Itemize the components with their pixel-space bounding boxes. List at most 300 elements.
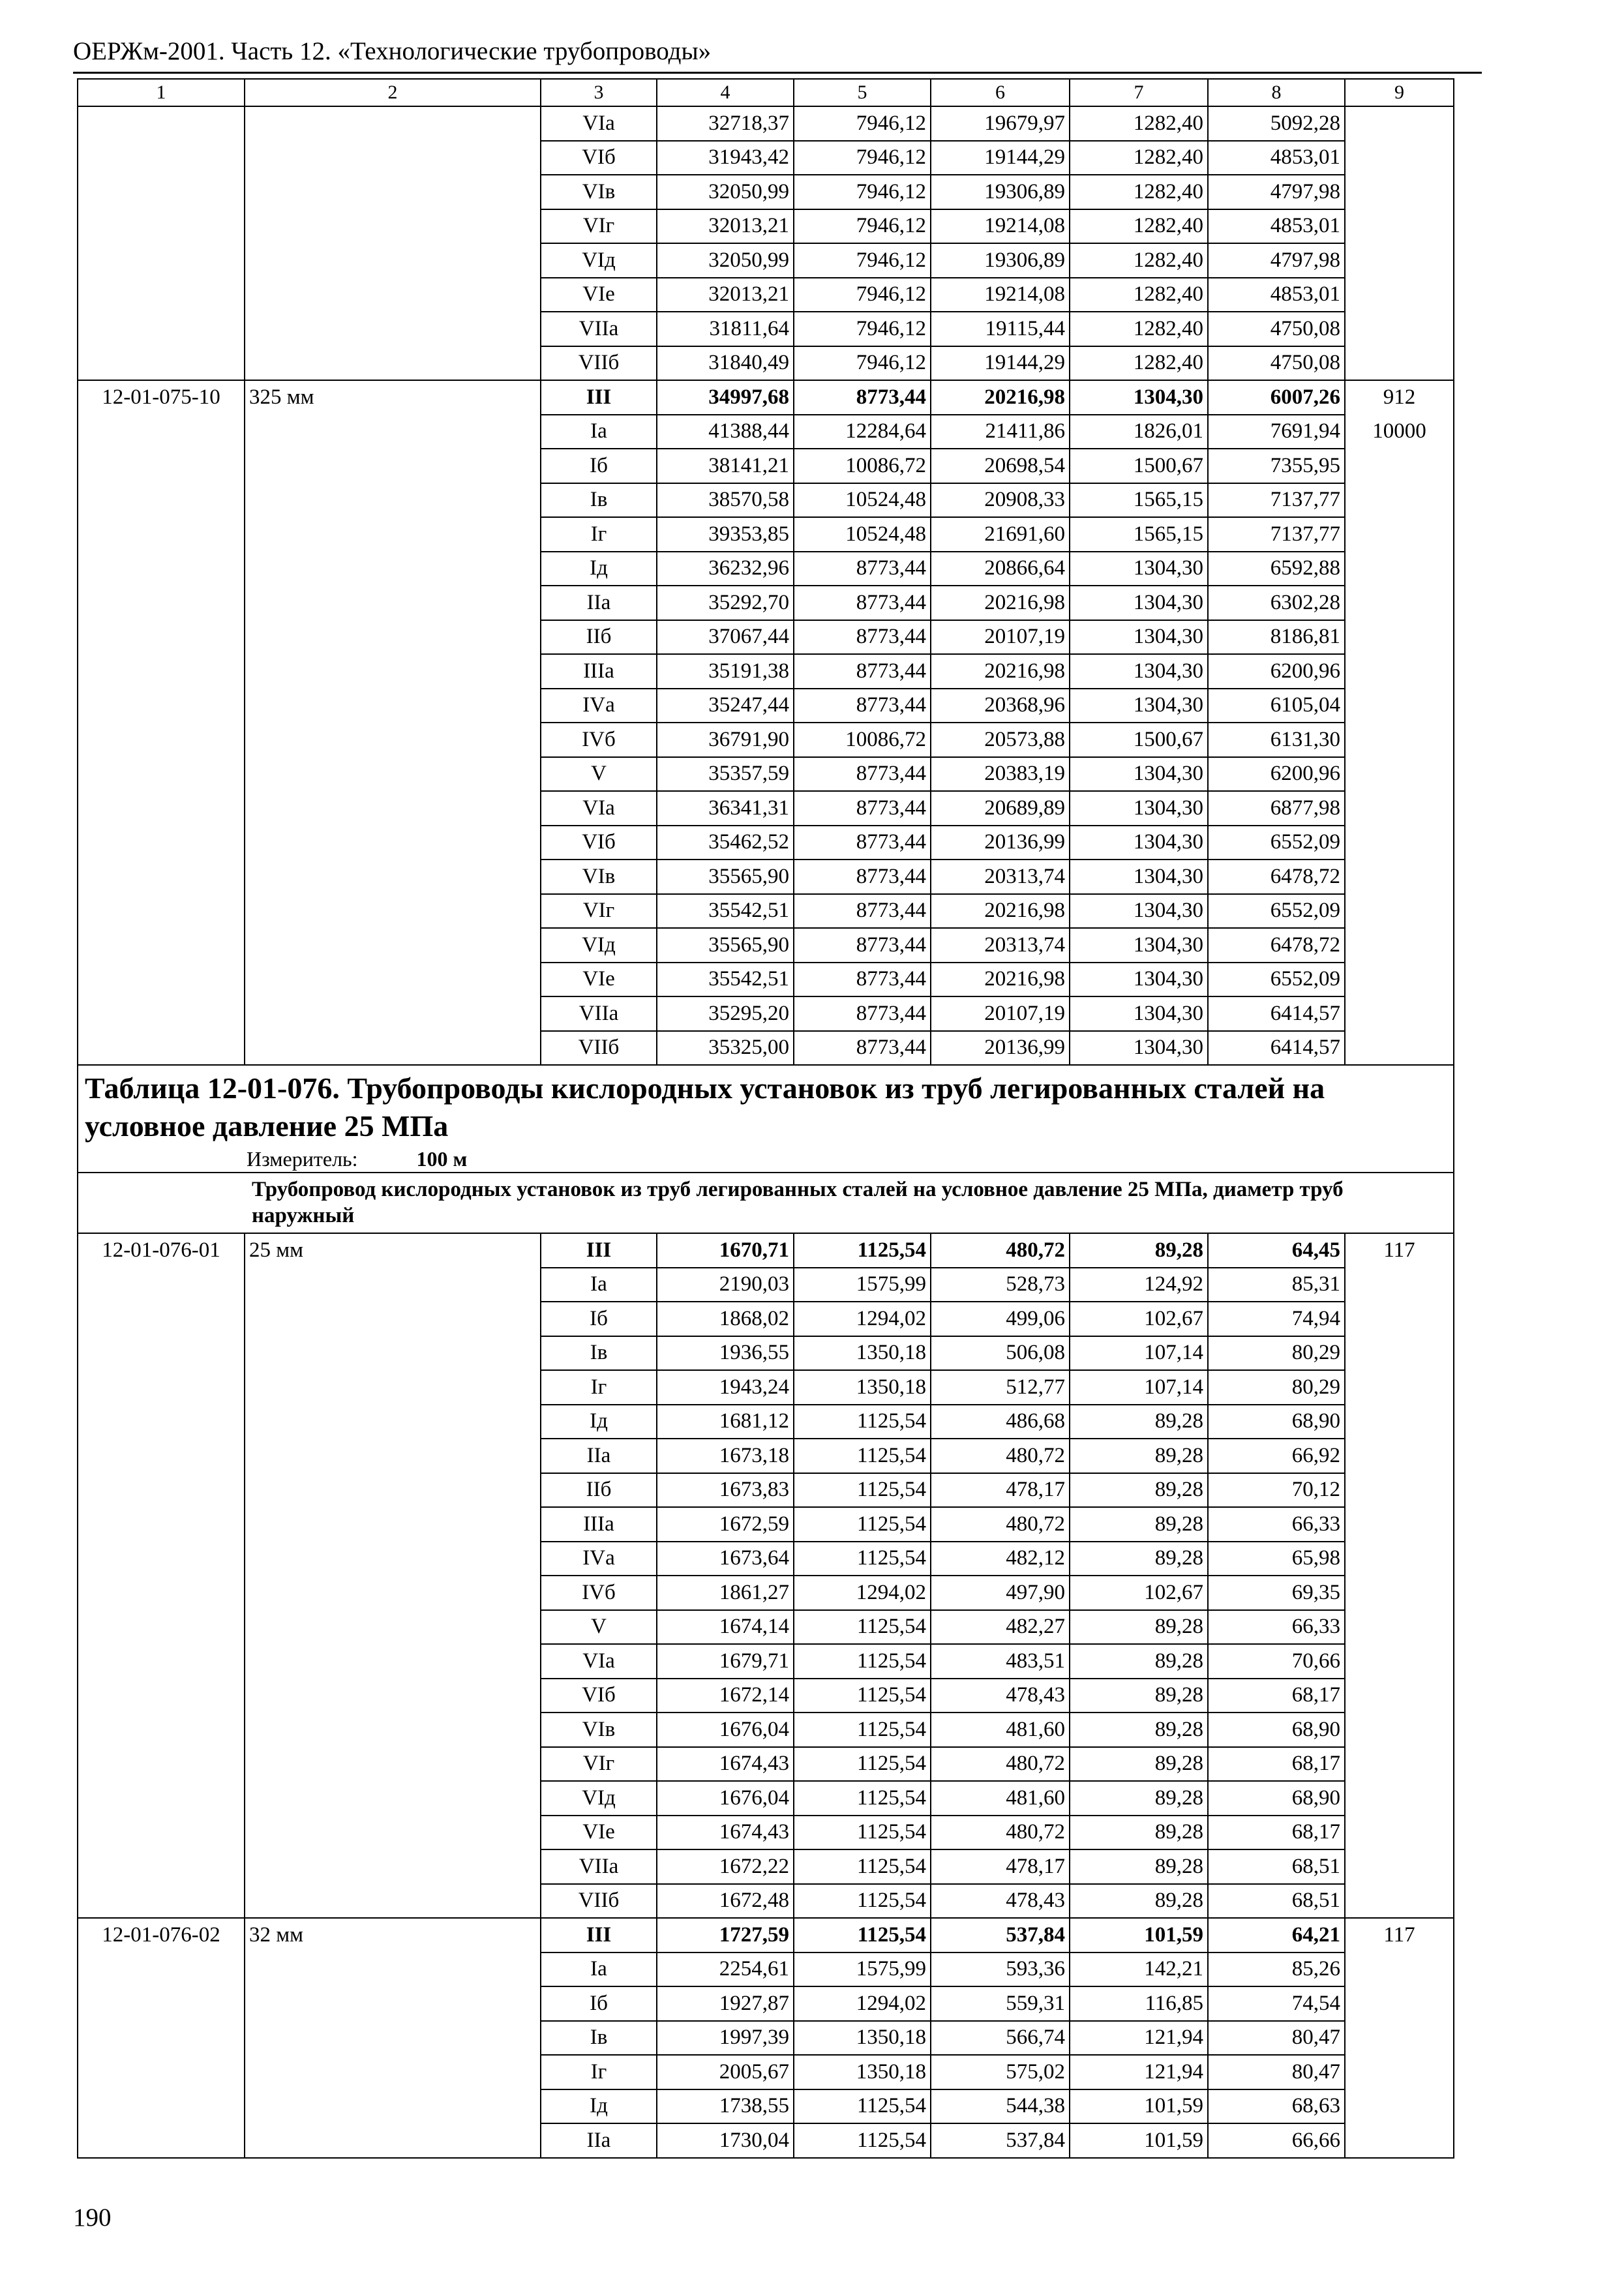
zone-cell: VIд xyxy=(541,928,657,963)
code-cell xyxy=(78,312,245,346)
table-row xyxy=(78,826,1454,860)
value-cell: 480,72 xyxy=(931,1439,1070,1473)
diameter-cell xyxy=(245,1849,541,1884)
value-cell: 20908,33 xyxy=(931,483,1070,518)
value-cell: 4797,98 xyxy=(1208,243,1345,278)
value-cell: 31840,49 xyxy=(657,346,794,381)
col9-cell xyxy=(1345,1849,1454,1884)
code-cell xyxy=(78,1884,245,1919)
diameter-cell xyxy=(245,1439,541,1473)
col9-cell xyxy=(1345,1713,1454,1747)
value-cell: 6007,26 xyxy=(1208,380,1345,415)
table-row xyxy=(78,1610,1454,1645)
diameter-cell xyxy=(245,1952,541,1987)
column-number: 8 xyxy=(1208,79,1345,106)
code-cell xyxy=(78,1747,245,1782)
zone-cell: IIб xyxy=(541,620,657,655)
diameter-cell xyxy=(245,2089,541,2124)
diameter-cell xyxy=(245,689,541,723)
zone-cell: IIIа xyxy=(541,654,657,689)
diameter-cell xyxy=(245,1405,541,1439)
value-cell: 89,28 xyxy=(1070,1473,1208,1508)
value-cell: 89,28 xyxy=(1070,1713,1208,1747)
column-number-row xyxy=(78,79,1454,106)
value-cell: 1304,30 xyxy=(1070,963,1208,997)
zone-cell: VIе xyxy=(541,278,657,312)
table-row xyxy=(78,996,1454,1031)
col9-cell xyxy=(1345,894,1454,929)
code-cell xyxy=(78,928,245,963)
value-cell: 1673,64 xyxy=(657,1542,794,1576)
value-cell: 1673,83 xyxy=(657,1473,794,1508)
value-cell: 8773,44 xyxy=(794,654,931,689)
value-cell: 74,54 xyxy=(1208,1986,1345,2021)
col9-cell xyxy=(1345,1031,1454,1066)
value-cell: 89,28 xyxy=(1070,1610,1208,1645)
value-cell: 1672,22 xyxy=(657,1849,794,1884)
value-cell: 8773,44 xyxy=(794,928,931,963)
value-cell: 10524,48 xyxy=(794,517,931,552)
table-row xyxy=(78,1918,1454,1952)
col9-cell xyxy=(1345,1679,1454,1713)
value-cell: 7946,12 xyxy=(794,243,931,278)
value-cell: 35565,90 xyxy=(657,928,794,963)
value-cell: 20216,98 xyxy=(931,963,1070,997)
value-cell: 6478,72 xyxy=(1208,928,1345,963)
value-cell: 480,72 xyxy=(931,1233,1070,1268)
code-cell xyxy=(78,1610,245,1645)
table-row xyxy=(78,2089,1454,2124)
value-cell: 1304,30 xyxy=(1070,894,1208,929)
col9-cell xyxy=(1345,175,1454,209)
col9-cell xyxy=(1345,243,1454,278)
diameter-cell xyxy=(245,1031,541,1066)
value-cell: 6552,09 xyxy=(1208,963,1345,997)
code-cell xyxy=(78,620,245,655)
value-cell: 6552,09 xyxy=(1208,826,1345,860)
value-cell: 37067,44 xyxy=(657,620,794,655)
value-cell: 8773,44 xyxy=(794,689,931,723)
code-cell xyxy=(78,723,245,757)
value-cell: 6478,72 xyxy=(1208,860,1345,894)
value-cell: 142,21 xyxy=(1070,1952,1208,1987)
value-cell: 8773,44 xyxy=(794,791,931,826)
table-row xyxy=(78,1747,1454,1782)
value-cell: 66,92 xyxy=(1208,1439,1345,1473)
value-cell: 4853,01 xyxy=(1208,141,1345,175)
table-row xyxy=(78,312,1454,346)
code-cell xyxy=(78,483,245,518)
col9-cell xyxy=(1345,1781,1454,1816)
diameter-cell xyxy=(245,2123,541,2158)
diameter-cell xyxy=(245,449,541,483)
table-row xyxy=(78,1713,1454,1747)
value-cell: 20313,74 xyxy=(931,860,1070,894)
zone-cell: III xyxy=(541,380,657,415)
diameter-cell xyxy=(245,243,541,278)
zone-cell: VIIа xyxy=(541,1849,657,1884)
col9-cell: 912 xyxy=(1345,380,1454,415)
value-cell: 482,27 xyxy=(931,1610,1070,1645)
col9-cell xyxy=(1345,1268,1454,1302)
zone-cell: VIв xyxy=(541,860,657,894)
zone-cell: VIа xyxy=(541,1644,657,1679)
value-cell: 35247,44 xyxy=(657,689,794,723)
zone-cell: IVа xyxy=(541,1542,657,1576)
value-cell: 575,02 xyxy=(931,2055,1070,2089)
measure-value: 100 м xyxy=(416,1147,468,1171)
value-cell: 7355,95 xyxy=(1208,449,1345,483)
diameter-cell xyxy=(245,1679,541,1713)
table-row xyxy=(78,620,1454,655)
zone-cell: IIа xyxy=(541,586,657,620)
diameter-cell: 32 мм xyxy=(245,1918,541,1952)
value-cell: 483,51 xyxy=(931,1644,1070,1679)
code-cell xyxy=(78,243,245,278)
value-cell: 1727,59 xyxy=(657,1918,794,1952)
table-row xyxy=(78,380,1454,415)
code-cell: 12-01-075-10 xyxy=(78,380,245,415)
value-cell: 1565,15 xyxy=(1070,483,1208,518)
zone-cell: IVб xyxy=(541,1576,657,1610)
col9-cell xyxy=(1345,1610,1454,1645)
col9-cell xyxy=(1345,312,1454,346)
table-row xyxy=(78,1849,1454,1884)
value-cell: 20573,88 xyxy=(931,723,1070,757)
value-cell: 32050,99 xyxy=(657,243,794,278)
value-cell: 8773,44 xyxy=(794,826,931,860)
value-cell: 480,72 xyxy=(931,1507,1070,1542)
value-cell: 5092,28 xyxy=(1208,106,1345,141)
table-row xyxy=(78,415,1454,449)
value-cell: 1282,40 xyxy=(1070,278,1208,312)
value-cell: 6414,57 xyxy=(1208,996,1345,1031)
value-cell: 89,28 xyxy=(1070,1816,1208,1850)
value-cell: 1125,54 xyxy=(794,1679,931,1713)
value-cell: 4750,08 xyxy=(1208,346,1345,381)
value-cell: 20313,74 xyxy=(931,928,1070,963)
value-cell: 32718,37 xyxy=(657,106,794,141)
diameter-cell xyxy=(245,1336,541,1371)
value-cell: 1936,55 xyxy=(657,1336,794,1371)
value-cell: 85,31 xyxy=(1208,1268,1345,1302)
value-cell: 7946,12 xyxy=(794,346,931,381)
table-row xyxy=(78,689,1454,723)
code-cell xyxy=(78,757,245,792)
diameter-cell xyxy=(245,312,541,346)
measure-line xyxy=(78,1144,1454,1173)
diameter-cell xyxy=(245,517,541,552)
diameter-cell xyxy=(245,1610,541,1645)
zone-cell: Iв xyxy=(541,2021,657,2056)
value-cell: 499,06 xyxy=(931,1302,1070,1336)
code-cell xyxy=(78,517,245,552)
value-cell: 20216,98 xyxy=(931,654,1070,689)
diameter-cell xyxy=(245,175,541,209)
table-row xyxy=(78,1031,1454,1066)
value-cell: 39353,85 xyxy=(657,517,794,552)
value-cell: 1125,54 xyxy=(794,1644,931,1679)
value-cell: 1304,30 xyxy=(1070,620,1208,655)
value-cell: 35191,38 xyxy=(657,654,794,689)
value-cell: 102,67 xyxy=(1070,1302,1208,1336)
value-cell: 1679,71 xyxy=(657,1644,794,1679)
value-cell: 20866,64 xyxy=(931,552,1070,586)
zone-cell: VIг xyxy=(541,894,657,929)
value-cell: 20216,98 xyxy=(931,586,1070,620)
col9-cell xyxy=(1345,1747,1454,1782)
col9-cell xyxy=(1345,1986,1454,2021)
value-cell: 19214,08 xyxy=(931,278,1070,312)
col9-cell xyxy=(1345,2123,1454,2158)
col9-cell xyxy=(1345,963,1454,997)
value-cell: 20107,19 xyxy=(931,996,1070,1031)
value-cell: 80,47 xyxy=(1208,2055,1345,2089)
code-cell xyxy=(78,552,245,586)
value-cell: 19306,89 xyxy=(931,243,1070,278)
col9-cell xyxy=(1345,689,1454,723)
value-cell: 1672,14 xyxy=(657,1679,794,1713)
value-cell: 1350,18 xyxy=(794,1370,931,1405)
table-row xyxy=(78,449,1454,483)
zone-cell: V xyxy=(541,1610,657,1645)
value-cell: 32013,21 xyxy=(657,209,794,244)
diameter-cell xyxy=(245,346,541,381)
value-cell: 21411,86 xyxy=(931,415,1070,449)
value-cell: 1672,48 xyxy=(657,1884,794,1919)
value-cell: 8773,44 xyxy=(794,552,931,586)
value-cell: 36341,31 xyxy=(657,791,794,826)
column-number: 3 xyxy=(541,79,657,106)
col9-cell xyxy=(1345,860,1454,894)
value-cell: 19214,08 xyxy=(931,209,1070,244)
col9-cell xyxy=(1345,346,1454,381)
value-cell: 4797,98 xyxy=(1208,175,1345,209)
value-cell: 1282,40 xyxy=(1070,175,1208,209)
code-cell xyxy=(78,1336,245,1371)
value-cell: 1282,40 xyxy=(1070,209,1208,244)
value-cell: 68,90 xyxy=(1208,1781,1345,1816)
value-cell: 1304,30 xyxy=(1070,996,1208,1031)
value-cell: 478,17 xyxy=(931,1473,1070,1508)
value-cell: 1304,30 xyxy=(1070,860,1208,894)
value-cell: 8773,44 xyxy=(794,586,931,620)
table-row xyxy=(78,654,1454,689)
value-cell: 1943,24 xyxy=(657,1370,794,1405)
table-row xyxy=(78,1268,1454,1302)
zone-cell: VIб xyxy=(541,141,657,175)
value-cell: 1125,54 xyxy=(794,2123,931,2158)
column-number: 7 xyxy=(1070,79,1208,106)
value-cell: 1294,02 xyxy=(794,1302,931,1336)
table-row xyxy=(78,346,1454,381)
value-cell: 480,72 xyxy=(931,1747,1070,1782)
zone-cell: IVа xyxy=(541,689,657,723)
col9-cell: 10000 xyxy=(1345,415,1454,449)
value-cell: 1125,54 xyxy=(794,1884,931,1919)
zone-cell: Iа xyxy=(541,1268,657,1302)
code-cell xyxy=(78,1713,245,1747)
diameter-cell xyxy=(245,1268,541,1302)
col9-cell xyxy=(1345,586,1454,620)
code-cell xyxy=(78,141,245,175)
zone-cell: IIб xyxy=(541,1473,657,1508)
code-cell xyxy=(78,826,245,860)
value-cell: 20216,98 xyxy=(931,894,1070,929)
code-cell xyxy=(78,2055,245,2089)
table-row xyxy=(78,1233,1454,1268)
value-cell: 19144,29 xyxy=(931,141,1070,175)
table-row xyxy=(78,175,1454,209)
value-cell: 1125,54 xyxy=(794,1233,931,1268)
value-cell: 1500,67 xyxy=(1070,723,1208,757)
col9-cell xyxy=(1345,449,1454,483)
code-cell: 12-01-076-01 xyxy=(78,1233,245,1268)
section-subheading: Трубопровод кислородных установок из труб легированных сталей на условное давление 25 МПа, диаметр труб наружный xyxy=(78,1173,1454,1233)
table-row xyxy=(78,1816,1454,1850)
value-cell: 1674,43 xyxy=(657,1747,794,1782)
diameter-cell xyxy=(245,1816,541,1850)
value-cell: 80,29 xyxy=(1208,1370,1345,1405)
code-cell xyxy=(78,2123,245,2158)
value-cell: 121,94 xyxy=(1070,2055,1208,2089)
diameter-cell xyxy=(245,1986,541,2021)
value-cell: 1282,40 xyxy=(1070,312,1208,346)
value-cell: 7137,77 xyxy=(1208,517,1345,552)
col9-cell xyxy=(1345,1507,1454,1542)
table-row xyxy=(78,757,1454,792)
value-cell: 89,28 xyxy=(1070,1781,1208,1816)
value-cell: 32013,21 xyxy=(657,278,794,312)
value-cell: 1125,54 xyxy=(794,1781,931,1816)
value-cell: 1282,40 xyxy=(1070,106,1208,141)
value-cell: 497,90 xyxy=(931,1576,1070,1610)
zone-cell: Iа xyxy=(541,1952,657,1987)
value-cell: 68,17 xyxy=(1208,1816,1345,1850)
table-row xyxy=(78,1370,1454,1405)
value-cell: 1125,54 xyxy=(794,1542,931,1576)
code-cell xyxy=(78,1952,245,1987)
value-cell: 566,74 xyxy=(931,2021,1070,2056)
value-cell: 1125,54 xyxy=(794,2089,931,2124)
code-cell xyxy=(78,449,245,483)
col9-cell xyxy=(1345,1439,1454,1473)
col9-cell xyxy=(1345,106,1454,141)
page-number: 190 xyxy=(73,2204,112,2232)
code-cell xyxy=(78,654,245,689)
value-cell: 1125,54 xyxy=(794,1713,931,1747)
value-cell: 1282,40 xyxy=(1070,346,1208,381)
diameter-cell xyxy=(245,552,541,586)
diameter-cell xyxy=(245,723,541,757)
col9-cell xyxy=(1345,1336,1454,1371)
value-cell: 124,92 xyxy=(1070,1268,1208,1302)
value-cell: 1125,54 xyxy=(794,1610,931,1645)
table-row xyxy=(78,209,1454,244)
value-cell: 102,67 xyxy=(1070,1576,1208,1610)
value-cell: 121,94 xyxy=(1070,2021,1208,2056)
value-cell: 6302,28 xyxy=(1208,586,1345,620)
value-cell: 8773,44 xyxy=(794,963,931,997)
value-cell: 20136,99 xyxy=(931,1031,1070,1066)
measure-label: Измеритель: xyxy=(247,1147,358,1171)
table-row xyxy=(78,2055,1454,2089)
value-cell: 21691,60 xyxy=(931,517,1070,552)
value-cell: 68,17 xyxy=(1208,1679,1345,1713)
value-cell: 478,43 xyxy=(931,1679,1070,1713)
value-cell: 537,84 xyxy=(931,1918,1070,1952)
value-cell: 559,31 xyxy=(931,1986,1070,2021)
value-cell: 1861,27 xyxy=(657,1576,794,1610)
table-row xyxy=(78,552,1454,586)
diameter-cell xyxy=(245,996,541,1031)
col9-cell xyxy=(1345,517,1454,552)
value-cell: 8773,44 xyxy=(794,894,931,929)
header-rule xyxy=(73,72,1482,74)
value-cell: 8773,44 xyxy=(794,620,931,655)
value-cell: 107,14 xyxy=(1070,1370,1208,1405)
value-cell: 35357,59 xyxy=(657,757,794,792)
value-cell: 1304,30 xyxy=(1070,757,1208,792)
value-cell: 20216,98 xyxy=(931,380,1070,415)
diameter-cell xyxy=(245,106,541,141)
value-cell: 506,08 xyxy=(931,1336,1070,1371)
value-cell: 38570,58 xyxy=(657,483,794,518)
value-cell: 1304,30 xyxy=(1070,654,1208,689)
diameter-cell xyxy=(245,1576,541,1610)
value-cell: 1304,30 xyxy=(1070,826,1208,860)
value-cell: 8773,44 xyxy=(794,380,931,415)
value-cell: 537,84 xyxy=(931,2123,1070,2158)
column-number: 5 xyxy=(794,79,931,106)
diameter-cell xyxy=(245,209,541,244)
value-cell: 4853,01 xyxy=(1208,209,1345,244)
value-cell: 68,90 xyxy=(1208,1713,1345,1747)
value-cell: 1868,02 xyxy=(657,1302,794,1336)
table-row xyxy=(78,1679,1454,1713)
value-cell: 1730,04 xyxy=(657,2123,794,2158)
value-cell: 478,17 xyxy=(931,1849,1070,1884)
diameter-cell xyxy=(245,928,541,963)
zone-cell: Iа xyxy=(541,415,657,449)
value-cell: 10086,72 xyxy=(794,449,931,483)
diameter-cell xyxy=(245,1781,541,1816)
value-cell: 80,29 xyxy=(1208,1336,1345,1371)
table-row xyxy=(78,963,1454,997)
code-cell xyxy=(78,586,245,620)
value-cell: 1125,54 xyxy=(794,1405,931,1439)
zone-cell: VIа xyxy=(541,106,657,141)
value-cell: 74,94 xyxy=(1208,1302,1345,1336)
value-cell: 6592,88 xyxy=(1208,552,1345,586)
value-cell: 107,14 xyxy=(1070,1336,1208,1371)
value-cell: 38141,21 xyxy=(657,449,794,483)
col9-cell xyxy=(1345,996,1454,1031)
value-cell: 19306,89 xyxy=(931,175,1070,209)
zone-cell: Iд xyxy=(541,552,657,586)
value-cell: 486,68 xyxy=(931,1405,1070,1439)
zone-cell: Iг xyxy=(541,1370,657,1405)
code-cell xyxy=(78,2089,245,2124)
value-cell: 480,72 xyxy=(931,1816,1070,1850)
code-cell xyxy=(78,1268,245,1302)
zone-cell: Iб xyxy=(541,449,657,483)
diameter-cell xyxy=(245,2055,541,2089)
value-cell: 8773,44 xyxy=(794,996,931,1031)
value-cell: 1304,30 xyxy=(1070,586,1208,620)
col9-cell xyxy=(1345,483,1454,518)
value-cell: 89,28 xyxy=(1070,1747,1208,1782)
